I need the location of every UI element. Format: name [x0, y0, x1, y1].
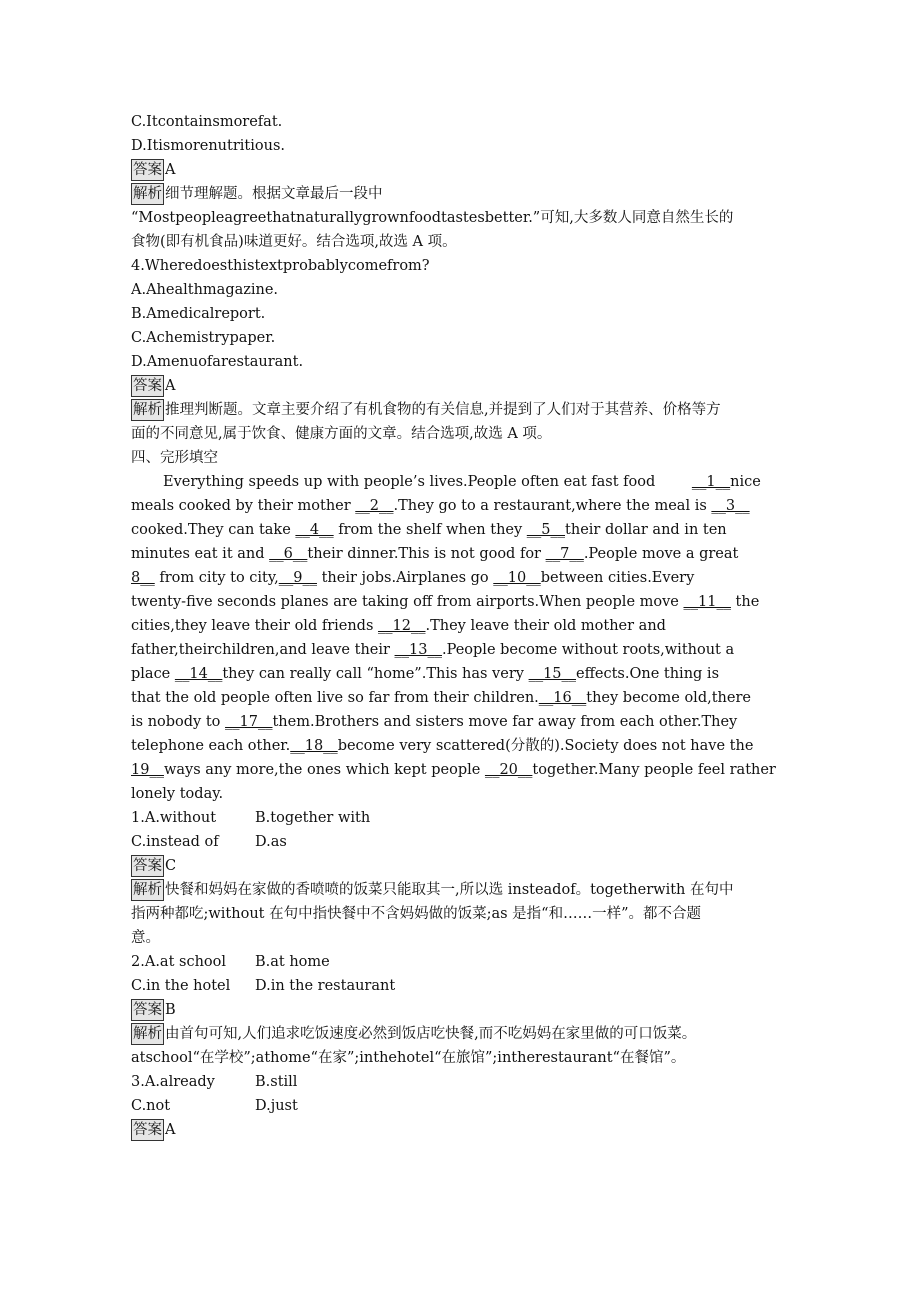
passage-text: telephone each other.: [131, 738, 291, 754]
cloze-blank: __3__: [711, 498, 750, 514]
passage-line: [131, 542, 801, 566]
cloze-blank: __17__: [225, 714, 273, 730]
cloze-blank: __10__: [493, 570, 541, 586]
cloze-blank: __4__: [295, 522, 334, 538]
cloze-blank: __13__: [394, 642, 442, 658]
option-c: C.instead of: [131, 834, 219, 850]
cloze-question-2: [131, 950, 801, 974]
passage-text: is nobody to: [131, 714, 226, 730]
cloze-blank: 19__: [131, 762, 164, 778]
passage-line: [131, 470, 801, 494]
document-page: [131, 110, 801, 1142]
analysis-text: 面的不同意见,属于饮食、健康方面的文章。结合选项,故选 A 项。: [131, 426, 552, 442]
option-d: D.just: [255, 1098, 298, 1114]
cloze-question-1: [131, 806, 801, 830]
cloze-blank: __9__: [278, 570, 317, 586]
analysis-label: 解析: [131, 1023, 164, 1045]
cloze-blank: __5__: [526, 522, 566, 538]
cloze-question-3: [131, 1070, 801, 1094]
answer-value: B: [165, 1002, 176, 1018]
passage-text: ways any more,the ones which kept people: [163, 762, 485, 778]
passage-text: cooked.They can take: [131, 522, 296, 538]
passage-line: [131, 566, 801, 590]
cloze-blank: 8__: [131, 570, 155, 586]
cloze-blank: __20__: [484, 762, 533, 778]
passage-line: [131, 782, 801, 806]
analysis-row: [131, 398, 801, 422]
option-b: B.together with: [255, 810, 371, 826]
question-number: 2.: [131, 954, 145, 970]
answer-row: [131, 374, 801, 398]
passage-line: [131, 518, 801, 542]
option-c: C.not: [131, 1098, 171, 1114]
passage-line: [131, 494, 801, 518]
answer-label: 答案: [131, 159, 164, 181]
cloze-blank: __7__: [545, 546, 584, 562]
passage-text: lonely today.: [131, 786, 224, 802]
answer-label: 答案: [131, 1119, 164, 1141]
passage-line: [131, 614, 801, 638]
cloze-blank: __2__: [355, 498, 394, 514]
analysis-row: [131, 182, 801, 206]
option-d: D.Amenuofarestaurant.: [131, 354, 304, 370]
option-b: B.at home: [255, 954, 330, 970]
passage-text: .They go to a restaurant,where the meal is: [393, 498, 712, 514]
passage-line: [131, 638, 801, 662]
passage-line: [131, 662, 801, 686]
analysis-row: [131, 878, 801, 902]
passage-text: them.Brothers and sisters move far away from each other.They: [272, 714, 738, 730]
answer-row: [131, 1118, 801, 1142]
passage-text: effects.One thing is: [576, 666, 720, 682]
option-a: A.at school: [144, 954, 227, 970]
passage-text: twenty-five seconds planes are taking off from airports.When people move: [131, 594, 684, 610]
passage-text: together.Many people feel rather: [532, 762, 776, 778]
answer-row: [131, 158, 801, 182]
analysis-text: atschool“在学校”;athome“在家”;inthehotel“在旅馆”;intherestaurant“在餐馆”。: [131, 1050, 686, 1066]
answer-value: A: [165, 162, 176, 178]
question-number: 4.: [131, 258, 145, 274]
option-a: A.without: [144, 810, 217, 826]
option-d: D.as: [255, 834, 287, 850]
passage-line: [131, 710, 801, 734]
cloze-question-3-options: [131, 1094, 801, 1118]
option-c: C.Itcontainsmorefat.: [131, 114, 283, 130]
analysis-label: 解析: [131, 183, 164, 205]
analysis-text: 快餐和妈妈在家做的香喷喷的饭菜只能取其一,所以选 insteadof。togetherwith 在句中: [165, 882, 734, 898]
option-c: C.in the hotel: [131, 978, 231, 994]
analysis-text: 推理判断题。文章主要介绍了有机食物的有关信息,并提到了人们对于其营养、价格等方: [165, 402, 721, 418]
passage-text: nice: [730, 474, 761, 490]
section-title: 四、完形填空: [131, 450, 218, 466]
cloze-question-2-options: [131, 974, 801, 998]
passage-text: become very scattered(分散的).Society does not have the: [337, 738, 754, 754]
answer-value: C: [165, 858, 177, 874]
passage-text: cities,they leave their old friends: [131, 618, 379, 634]
analysis-label: 解析: [131, 399, 164, 421]
passage-line: [131, 590, 801, 614]
answer-row: [131, 854, 801, 878]
passage-line: [131, 734, 801, 758]
passage-text: the: [730, 594, 760, 610]
cloze-question-1-options: [131, 830, 801, 854]
answer-value: A: [165, 1122, 176, 1138]
question-text: Wheredoesthistextprobablycomefrom?: [144, 258, 430, 274]
cloze-blank: __12__: [378, 618, 426, 634]
question-4: [131, 254, 801, 278]
analysis-row: [131, 1022, 801, 1046]
passage-text: they become old,there: [586, 690, 751, 706]
cloze-blank: __16__: [538, 690, 587, 706]
option-b: B.still: [255, 1074, 298, 1090]
passage-text: from city to city,: [154, 570, 279, 586]
analysis-text: 意。: [131, 930, 160, 946]
passage-text: that the old people often live so far from their children.: [131, 690, 539, 706]
passage-text: from the shelf when they: [333, 522, 527, 538]
analysis-label: 解析: [131, 879, 164, 901]
answer-value: A: [165, 378, 176, 394]
option-c: C.Achemistrypaper.: [131, 330, 276, 346]
cloze-blank: __14__: [174, 666, 223, 682]
passage-line: [131, 758, 801, 782]
passage-text: .People move a great: [583, 546, 739, 562]
analysis-text: 细节理解题。根据文章最后一段中: [165, 186, 383, 202]
answer-label: 答案: [131, 375, 164, 397]
answer-label: 答案: [131, 855, 164, 877]
cloze-passage: [131, 470, 801, 806]
passage-text: meals cooked by their mother: [131, 498, 356, 514]
option-d: D.in the restaurant: [255, 978, 396, 994]
cloze-blank: __18__: [290, 738, 338, 754]
analysis-text: 由首句可知,人们追求吃饭速度必然到饭店吃快餐,而不吃妈妈在家里做的可口饭菜。: [165, 1026, 697, 1042]
cloze-blank: __11__: [683, 594, 731, 610]
analysis-text: 食物(即有机食品)味道更好。结合选项,故选 A 项。: [131, 234, 457, 250]
passage-text: between cities.Every: [540, 570, 695, 586]
analysis-text: 指两种都吃;without 在句中指快餐中不含妈妈做的饭菜;as 是指“和……一样”。都不合题: [131, 906, 702, 922]
cloze-blank: __6__: [269, 546, 308, 562]
passage-text: father,theirchildren,and leave their: [131, 642, 395, 658]
passage-text: minutes eat it and: [131, 546, 270, 562]
option-b: B.Amedicalreport.: [131, 306, 266, 322]
cloze-blank: __15__: [528, 666, 577, 682]
passage-text: Everything speeds up with people’s lives.People often eat fast food: [163, 474, 660, 490]
answer-row: [131, 998, 801, 1022]
passage-text: they can really call “home”.This has very: [222, 666, 529, 682]
question-number: 1.: [131, 810, 145, 826]
passage-text: .They leave their old mother and: [425, 618, 666, 634]
passage-text: place: [131, 666, 175, 682]
passage-text: their dinner.This is not good for: [307, 546, 546, 562]
cloze-blank: __1__: [691, 474, 731, 490]
answer-label: 答案: [131, 999, 164, 1021]
passage-text: .People become without roots,without a: [442, 642, 735, 658]
passage-text: their dollar and in ten: [565, 522, 727, 538]
passage-line: [131, 686, 801, 710]
option-a: A.already: [144, 1074, 215, 1090]
passage-text: their jobs.Airplanes go: [316, 570, 494, 586]
option-a: A.Ahealthmagazine.: [131, 282, 279, 298]
option-d: D.Itismorenutritious.: [131, 138, 285, 154]
analysis-text: “Mostpeopleagreethatnaturallygrownfoodtastesbetter.”可知,大多数人同意自然生长的: [131, 210, 734, 226]
question-number: 3.: [131, 1074, 145, 1090]
